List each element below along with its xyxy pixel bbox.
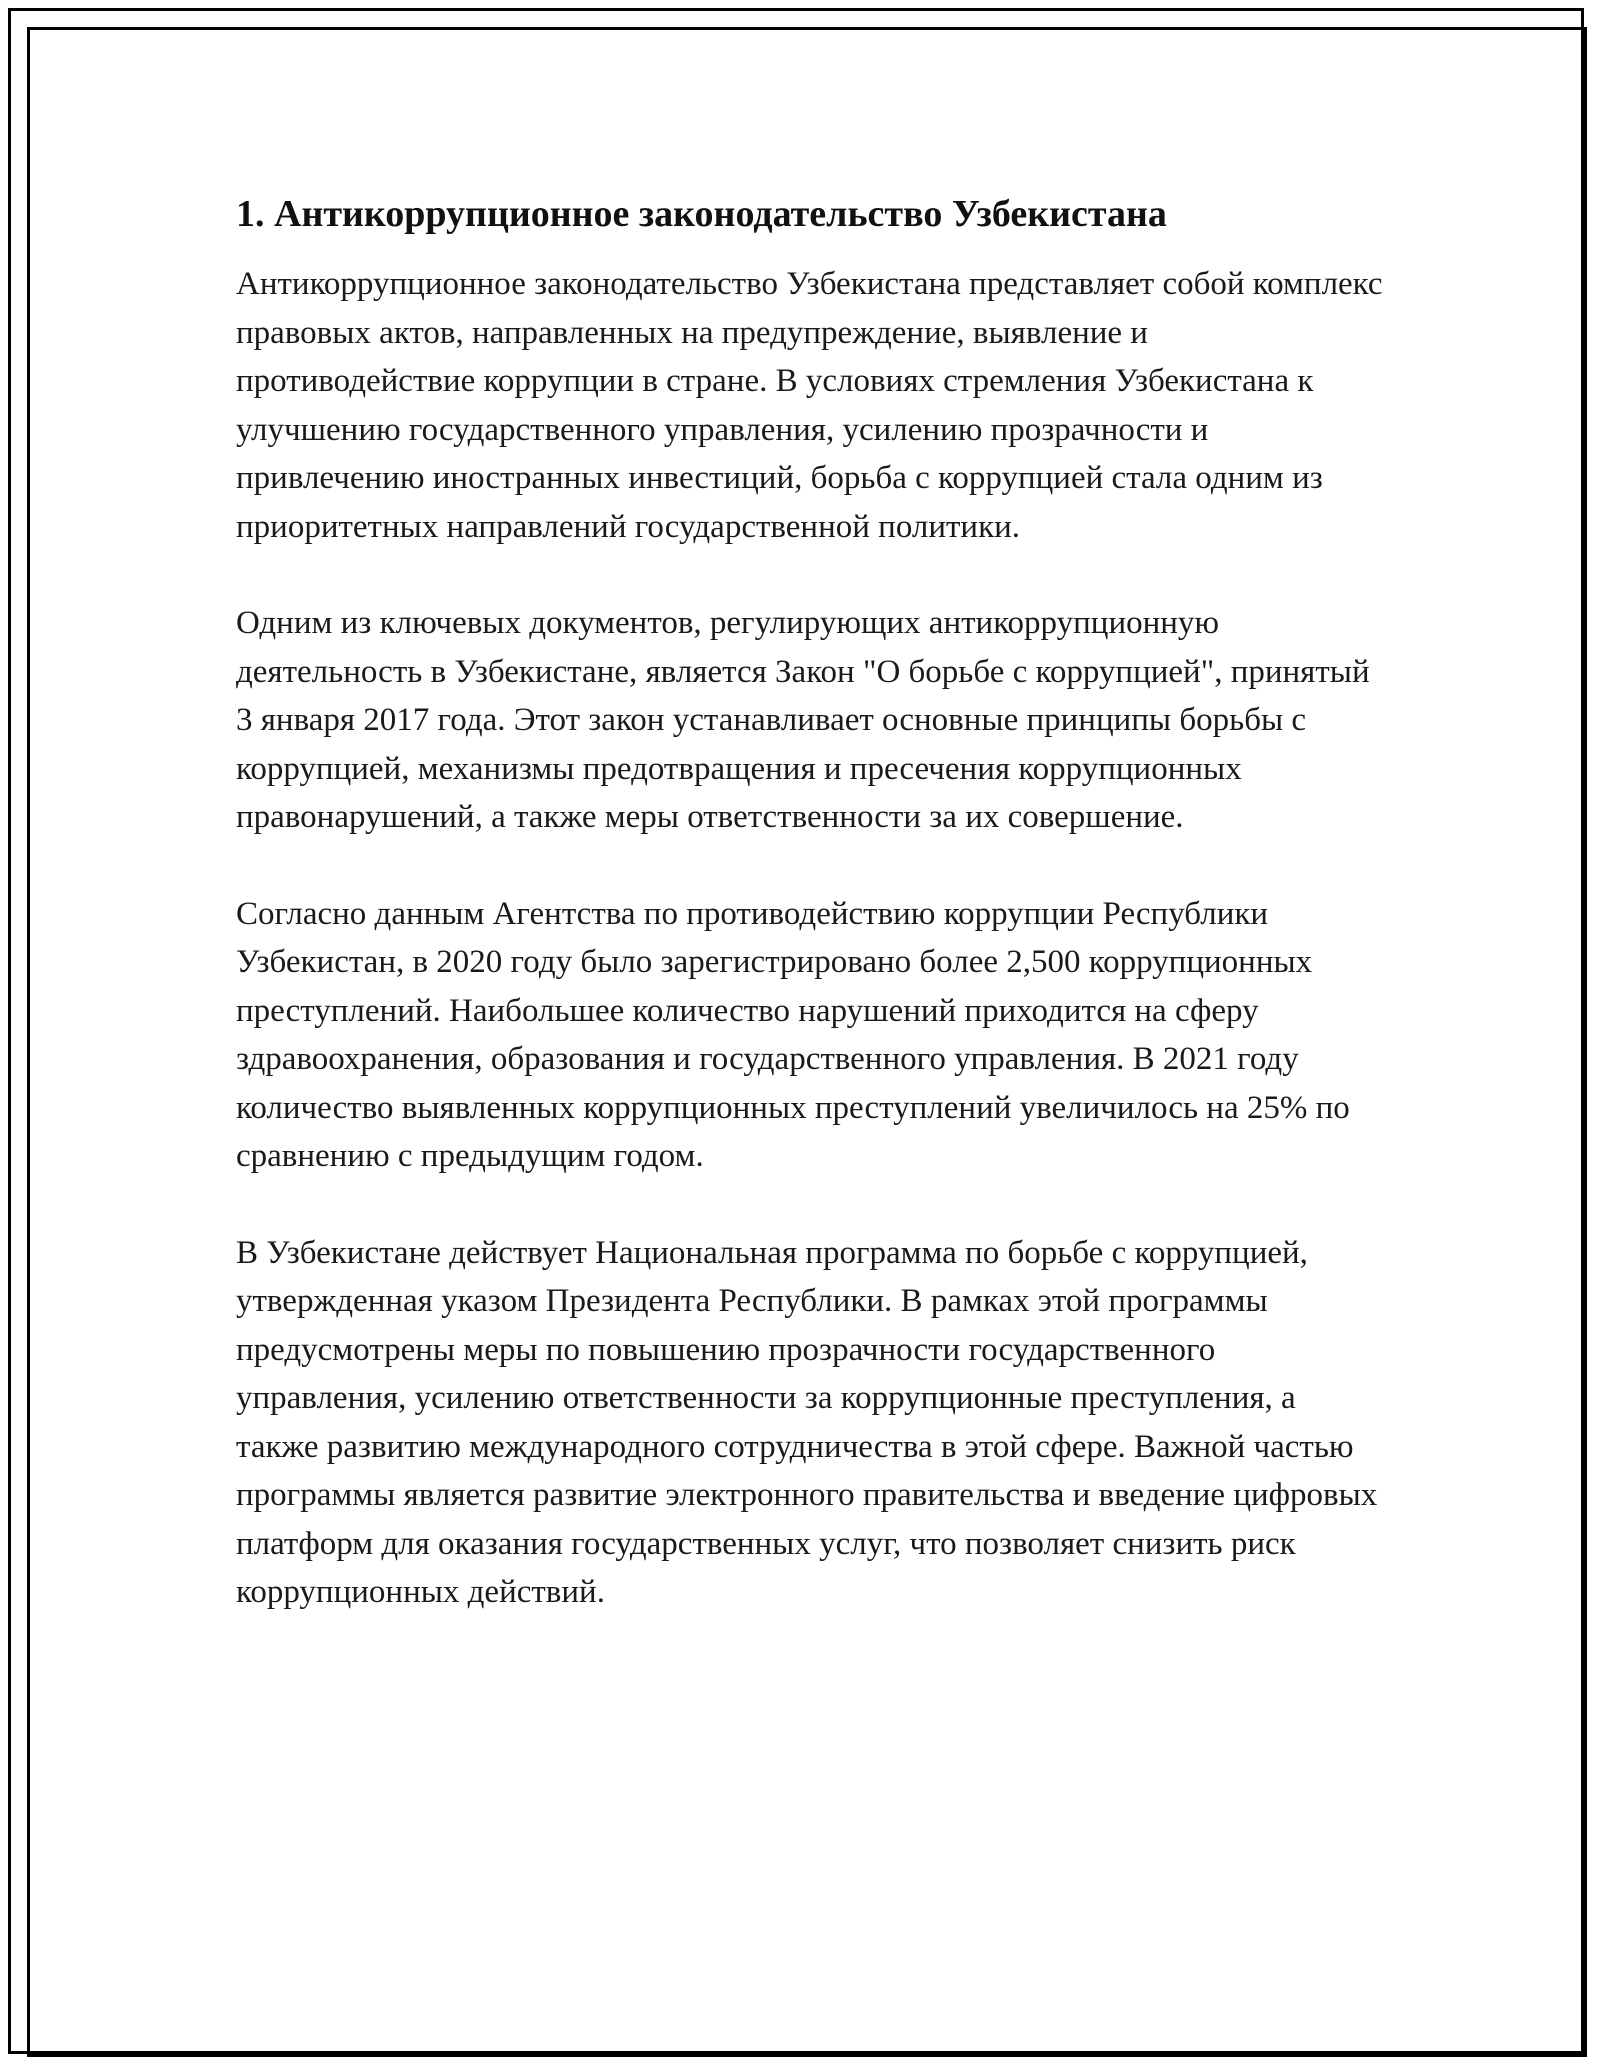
paragraph-1: Антикоррупционное законодательство Узбекистана представляет собой комплекс правовых актов, направленных на предупреждение, выявление и противодействие коррупции в стране. В условиях стремления Узбекистана к улучшению государственного управления, усилению прозрачности и привлечению иностранных инвестиций, борьба с коррупцией стала одним из приоритетных направлений государственной политики.	[236, 266, 1383, 545]
paragraph-2: Одним из ключевых документов, регулирующих антикоррупционную деятельность в Узбекистане, является Закон "О борьбе с коррупцией", принятый 3 января 2017 года. Этот закон устанавливает основные принципы борьбы с коррупцией, механизмы предотвращения и пресечения коррупционных правонарушений, а также меры ответственности за их совершение.	[236, 605, 1370, 835]
document-body	[236, 188, 1386, 1665]
section-heading: 1. Антикоррупционное законодательство Узбекистана	[236, 193, 1167, 235]
paragraph-4: В Узбекистане действует Национальная программа по борьбе с коррупцией, утвержденная указом Президента Республики. В рамках этой программы предусмотрены меры по повышению прозрачности государственного управления, усилению ответственности за коррупционные преступления, а также развитию международного сотрудничества в этой сфере. Важной частью программы является развитие электронного правительства и введение цифровых платформ для оказания государственных услуг, что позволяет снизить риск коррупционных действий.	[236, 1234, 1378, 1610]
paragraph-3: Согласно данным Агентства по противодействию коррупции Республики Узбекистан, в 2020 году было зарегистрировано более 2,500 коррупционных преступлений. Наибольшее количество нарушений приходится на сферу здравоохранения, образования и государственного управления. В 2021 году количество выявленных коррупционных преступлений увеличилось на 25% по сравнению с предыдущим годом.	[236, 895, 1350, 1174]
